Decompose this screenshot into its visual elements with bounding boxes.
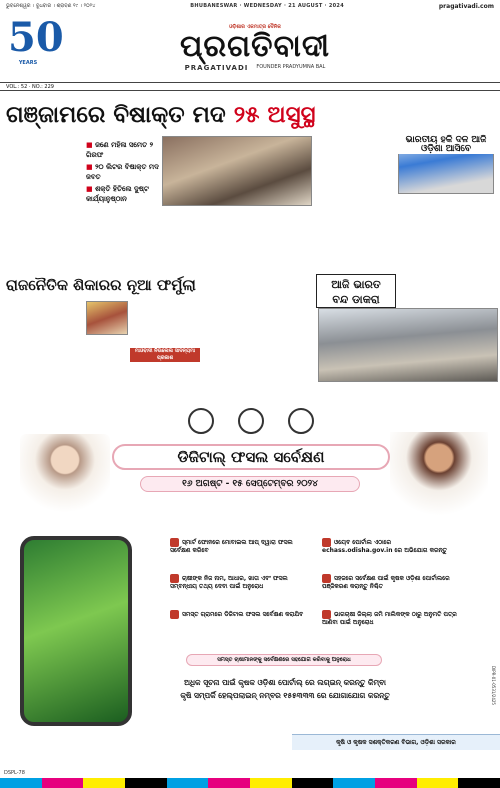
government-emblems: [176, 402, 326, 440]
bharat-bandh-box[interactable]: ଆଜି ଭାରତ ବନ୍ଦ ଡାକରା: [316, 274, 396, 308]
ad-step: ଓୟେବ ପୋର୍ଟାଲ ଏଠାରେ echass.odisha.gov.in ରେ ଅଭିଯୋଗ କରନ୍ତୁ: [322, 539, 447, 554]
ad-code: DIPR-01-0531/2425: [491, 666, 496, 705]
bullet-icon: ■: [86, 185, 96, 193]
ad-steps: [170, 538, 470, 638]
ad-step: ଚାଷୀଙ୍କ ନିଜ ନାମ, ଆଧାର, ଖାତା ଏବଂ ଫସଲ ସମ୍ବନ୍ଧୀୟ ତଥ୍ୟ ଦେବା ପାଇଁ ଅନୁରୋଧ: [170, 575, 288, 590]
volume-number: VOL.: 52 · NO.: 229: [6, 83, 54, 90]
pm-portrait: [20, 434, 110, 520]
date-odia: ଭୁବନେଶ୍ୱର । ବୁଧବାର । ଶ୍ରାବଣ ୧୯ । ୨୦୨୪: [6, 3, 96, 9]
ad-footer-department: କୃଷି ଓ କୃଷକ ସଶକ୍ତିକରଣ ବିଭାଗ, ଓଡ଼ିଶା ସରକାର: [292, 734, 500, 750]
maoist-tag: ମାଓବାଦୀ ନିଉଲେଲ ସାଦନ୍ୟମା ପ୍ରକାଶ: [130, 348, 200, 362]
phone-icon: [170, 538, 179, 547]
ad-step: ସ୍ମାର୍ଟ ଫୋନରେ ମୋବାଇଲ ଆପ୍ ଦ୍ୱାରା ଫସଲ ସର୍ବେକ୍ଷଣ କରିବେ: [170, 539, 293, 554]
web-icon: [322, 538, 331, 547]
ad-appeal: ସମସ୍ତ ଚାଷୀମାନଙ୍କୁ ସର୍ବେକ୍ଷଣରେ ସହଯୋଗ କରିବାକୁ ଅନୁରୋଧ: [186, 654, 382, 666]
bullet-icon: ■: [86, 141, 96, 149]
hockey-headline[interactable]: ଭାରତୀୟ ହକି ଦଳ ଆଜି ଓଡ଼ିଶା ଆସିବେ: [398, 136, 494, 154]
dspl-code: DSPL-78: [4, 770, 25, 776]
hospital-photo[interactable]: [162, 136, 312, 206]
politician-photo[interactable]: [86, 301, 128, 335]
national-emblem-icon: [188, 408, 214, 434]
lead-headline[interactable]: ଗଞ୍ଜାମରେ ବିଷାକ୍ତ ମଦ ୨୫ ଅସୁସ୍ଥ: [6, 101, 316, 128]
lead-headline-highlight: ୨୫ ଅସୁସ୍ଥ: [233, 101, 316, 128]
bullet-points: [86, 140, 160, 206]
odisha-emblem-icon: [238, 408, 264, 434]
ad-step: ସମସ୍ତ ଗ୍ରାମରେ ଡିଜିଟାଲ ଫସଲ ସର୍ବେକ୍ଷଣ କରାଯିବ: [170, 610, 310, 619]
masthead: [0, 12, 500, 82]
site-url[interactable]: pragativadi.com: [438, 2, 494, 10]
village-icon: [170, 610, 179, 619]
bullet-icon: ■: [86, 163, 96, 171]
ad-title: ଡିଜିଟାଲ୍ ଫସଲ ସର୍ବେକ୍ଷଣ: [112, 444, 390, 470]
politics-headline[interactable]: ରାଜନୈତିକ ଶିକାରର ନୂଆ ଫର୍ମୁଲା: [6, 276, 196, 294]
crop-survey-advertisement[interactable]: [0, 396, 500, 770]
newspaper-name-latin: PRAGATIVADI: [184, 64, 249, 72]
ad-helpline: ଅଧିକ ସୂଚନା ପାଇଁ କୃଷକ ଓଡ଼ିଶା ପୋର୍ଟାଲ୍ ରେ ଲଗ୍ଇନ୍ କରନ୍ତୁ କିମ୍ବା କୃଷି ସମ୍ପର୍କି ହେଲ୍ପଲାଇନ୍ ନମ୍ବର ୧୫୫୩୩୩ ରେ ଯୋଗାଯୋଗ କରନ୍ତୁ: [180, 678, 390, 700]
bullet-point: ■ ଶକ୍ତି ହିତିଲେ ଦୁଷ୍ଟ କାର୍ଯ୍ୟାନୁଷ୍ଠାନ: [86, 185, 149, 203]
newspaper-name: ପ୍ରଗତିବାଦୀ: [179, 29, 331, 64]
volume-bar: [0, 82, 500, 91]
brand-block: [130, 24, 380, 72]
bullet-point: ■ ଜଣେ ମହିଳା ସମେତ ୨ ଗିରଫ: [86, 141, 154, 159]
smartphone-crop-image: [20, 536, 132, 726]
ad-step: ସହଜରେ ସର୍ବେକ୍ଷଣ ପାଇଁ କୃଷକ ଓଡ଼ିଶା ପୋର୍ଟାଲରେ ପଞ୍ଜିକରଣ କରାନ୍ତୁ ନିଶ୍ଚିତ: [322, 575, 450, 590]
ad-step: ଭାଗଚାଷୀ ଜିଲ୍ଲା ଜମି ମାଲିକଙ୍କ ଠାରୁ ଅନୁମତି ପତ୍ର ଆଣିବା ପାଇଁ ଅନୁରୋଧ: [322, 611, 457, 626]
document-icon: [322, 610, 331, 619]
date-english: BHUBANESWAR · WEDNESDAY · 21 AUGUST · 2024: [190, 3, 344, 9]
tagline: ଓଡ଼ିଶାର ଏକମାତ୍ର ଦୈନିକ: [229, 24, 281, 30]
date-line: [0, 0, 500, 12]
ad-dates: ୧୬ ଅଗଷ୍ଟ - ୧୫ ସେପ୍ଟେମ୍ବର ୨୦୨୪: [140, 476, 360, 492]
bullet-point: ■ ୨୦ ଲିଟର ବିଷାକ୍ତ ମଦ ଜବତ: [86, 163, 159, 181]
anniversary-logo-icon: 50 YEARS: [8, 14, 64, 66]
founder-line: FOUNDER PRADYUMNA BAL: [256, 64, 326, 70]
cm-portrait: [390, 432, 488, 524]
meeting-photo[interactable]: [318, 308, 498, 382]
registration-icon: [322, 574, 331, 583]
agriculture-dept-logo-icon: [288, 408, 314, 434]
farmer-icon: [170, 574, 179, 583]
color-registration-strip: [0, 778, 500, 788]
